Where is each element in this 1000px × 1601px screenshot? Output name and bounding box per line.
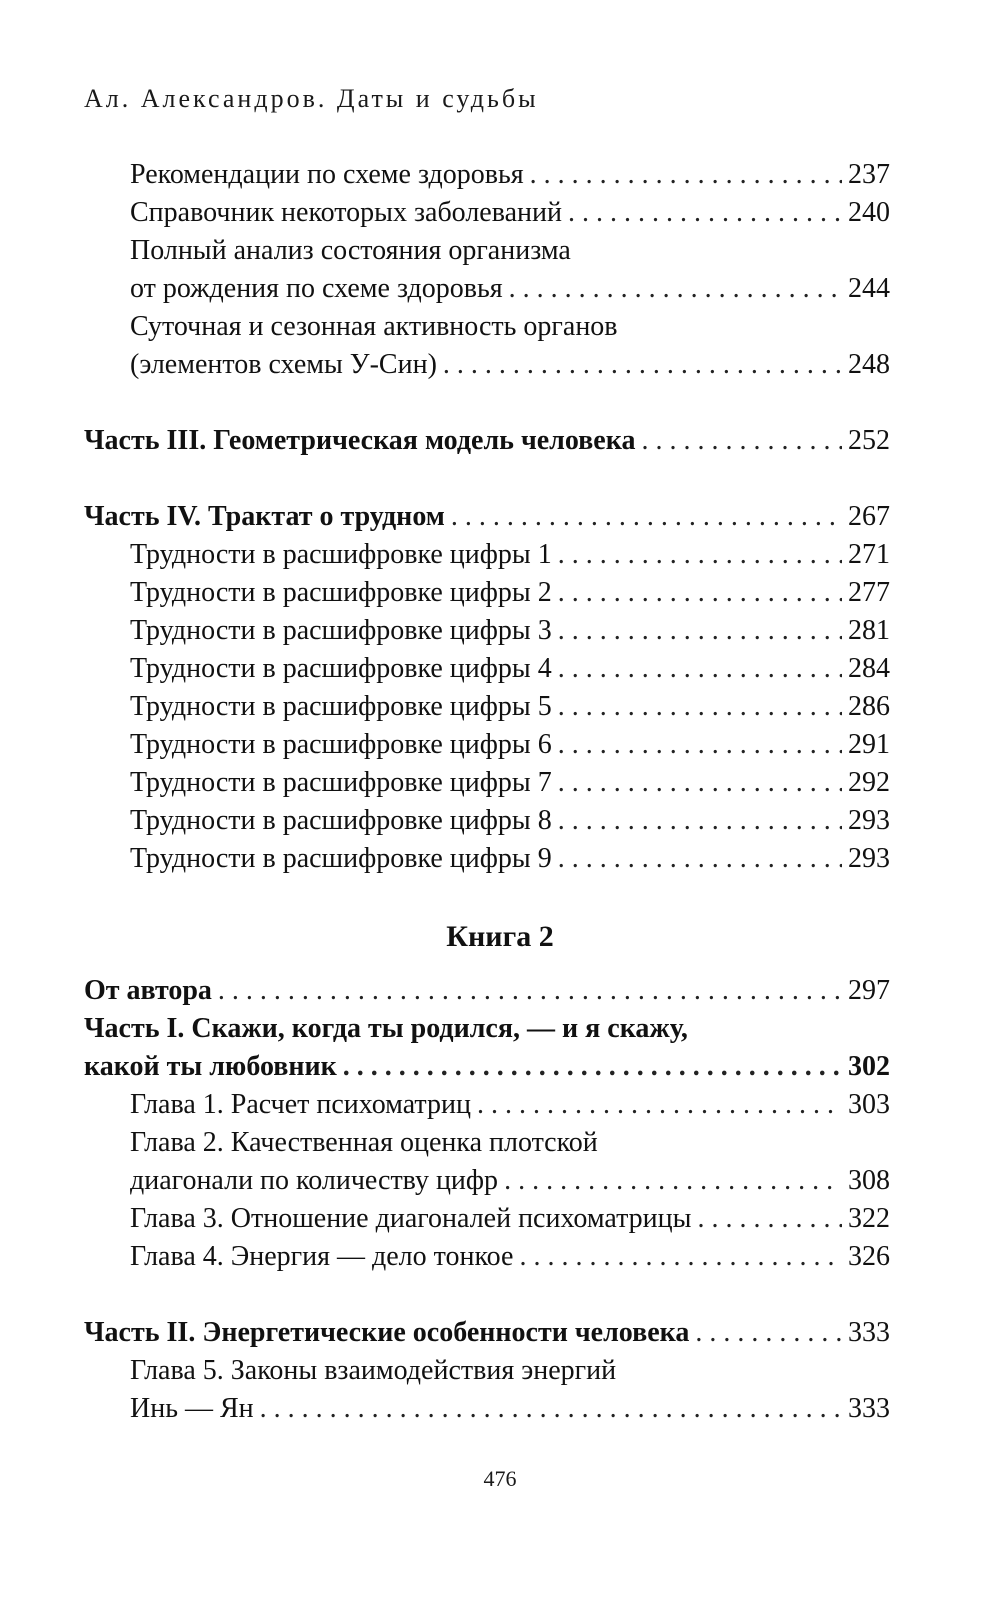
toc-entry-page: 297 — [848, 975, 890, 1006]
toc-entry-page: 284 — [848, 653, 890, 684]
toc-entry-title: Часть III. Геометрическая модель человека — [84, 425, 636, 456]
running-head: Ал. Александров. Даты и судьбы — [84, 84, 539, 113]
toc-entry — [130, 612, 890, 650]
toc-entry-title: Трудности в расшифровке цифры 6 — [130, 729, 552, 760]
leader-dots — [697, 1200, 842, 1238]
leader-dots — [343, 1048, 842, 1086]
toc-entry-page: 293 — [848, 805, 890, 836]
toc-entry — [130, 764, 890, 802]
toc-entry-title: Трудности в расшифровке цифры 5 — [130, 691, 552, 722]
toc-entry-title: Часть II. Энергетические особенности человека — [84, 1317, 690, 1348]
toc-entry-page: 244 — [848, 273, 890, 304]
toc-entry — [130, 574, 890, 612]
toc-entry-line — [130, 308, 890, 346]
toc-entry-line — [130, 1352, 890, 1390]
leader-dots — [218, 972, 842, 1010]
leader-dots — [477, 1086, 842, 1124]
toc-entry-title: Трудности в расшифровке цифры 4 — [130, 653, 552, 684]
toc-entry-title: Часть I. Скажи, когда ты родился, — и я скажу, — [84, 1013, 688, 1044]
leader-dots — [558, 726, 842, 764]
toc-entry-page: 303 — [848, 1089, 890, 1120]
toc-entry-title: Суточная и сезонная активность органов — [130, 311, 618, 342]
toc-entry-page: 267 — [848, 501, 890, 532]
leader-dots — [530, 156, 842, 194]
toc-entry-title: (элементов схемы У-Син) — [130, 349, 437, 380]
toc-entry-page: 240 — [848, 197, 890, 228]
toc-entry-title: Трудности в расшифровке цифры 1 — [130, 539, 552, 570]
toc-entry-page: 237 — [848, 159, 890, 190]
toc-entry-title: От автора — [84, 975, 212, 1006]
toc-entry-page: 322 — [848, 1203, 890, 1234]
toc-entry — [130, 650, 890, 688]
toc-entry-page: 252 — [848, 425, 890, 456]
toc-entry-title: какой ты любовник — [84, 1051, 337, 1082]
leader-dots — [451, 498, 842, 536]
leader-dots — [519, 1238, 842, 1276]
toc-entry-page: 277 — [848, 577, 890, 608]
toc-part-entry — [84, 1314, 890, 1352]
toc-entry — [130, 346, 890, 384]
toc-entry — [130, 688, 890, 726]
toc-entry — [130, 1390, 890, 1428]
toc-entry-line — [130, 1124, 890, 1162]
toc-entry-title: Глава 1. Расчет психоматриц — [130, 1089, 471, 1120]
leader-dots — [558, 536, 842, 574]
leader-dots — [558, 802, 842, 840]
toc-entry — [130, 802, 890, 840]
toc-entry-title: Трудности в расшифровке цифры 9 — [130, 843, 552, 874]
leader-dots — [509, 270, 842, 308]
toc-entry — [130, 1238, 890, 1276]
toc-entry — [130, 1162, 890, 1200]
toc-entry — [130, 1200, 890, 1238]
toc-entry — [130, 194, 890, 232]
toc-entry-title: Инь — Ян — [130, 1393, 254, 1424]
leader-dots — [558, 688, 842, 726]
leader-dots — [558, 764, 842, 802]
toc-entry — [130, 270, 890, 308]
toc-entry-title: Справочник некоторых заболеваний — [130, 197, 562, 228]
toc-entry — [130, 156, 890, 194]
leader-dots — [641, 422, 842, 460]
toc-entry-page: 333 — [848, 1393, 890, 1424]
toc-entry-title: Часть IV. Трактат о трудном — [84, 501, 445, 532]
toc-entry-title: Глава 2. Качественная оценка плотской — [130, 1127, 598, 1158]
toc-entry-title: Трудности в расшифровке цифры 3 — [130, 615, 552, 646]
toc-part-entry — [84, 498, 890, 536]
leader-dots — [695, 1314, 842, 1352]
toc-entry-page: 333 — [848, 1317, 890, 1348]
toc-entry-title: Полный анализ состояния организма — [130, 235, 571, 266]
toc-entry-page: 302 — [848, 1051, 890, 1082]
toc-entry-page: 248 — [848, 349, 890, 380]
toc-entry-title: Рекомендации по схеме здоровья — [130, 159, 524, 190]
toc-entry-line — [130, 232, 890, 270]
toc-entry — [130, 1086, 890, 1124]
leader-dots — [558, 574, 842, 612]
leader-dots — [558, 840, 842, 878]
toc-entry-page: 292 — [848, 767, 890, 798]
toc-entry-title: Трудности в расшифровке цифры 2 — [130, 577, 552, 608]
leader-dots — [568, 194, 842, 232]
toc-part-entry — [84, 422, 890, 460]
toc-entry-page: 308 — [848, 1165, 890, 1196]
toc-entry-title: Трудности в расшифровке цифры 7 — [130, 767, 552, 798]
toc-entry-page: 291 — [848, 729, 890, 760]
toc-part-entry — [84, 972, 890, 1010]
toc-entry-title: от рождения по схеме здоровья — [130, 273, 503, 304]
toc-entry-title: Глава 5. Законы взаимодействия энергий — [130, 1355, 617, 1386]
toc-part-entry — [84, 1048, 890, 1086]
toc-entry-page: 293 — [848, 843, 890, 874]
toc-entry-page: 271 — [848, 539, 890, 570]
leader-dots — [558, 612, 842, 650]
toc-part-entry-line — [84, 1010, 890, 1048]
toc-entry — [130, 840, 890, 878]
toc-entry — [130, 536, 890, 574]
leader-dots — [504, 1162, 842, 1200]
toc-entry-title: диагонали по количеству цифр — [130, 1165, 499, 1196]
toc-entry-page: 326 — [848, 1241, 890, 1272]
toc-entry-title: Трудности в расшифровке цифры 8 — [130, 805, 552, 836]
book-section-heading: Книга 2 — [446, 920, 554, 953]
leader-dots — [443, 346, 842, 384]
page-number: 476 — [483, 1466, 517, 1491]
toc-entry-page: 281 — [848, 615, 890, 646]
toc-entry-title: Глава 4. Энергия — дело тонкое — [130, 1241, 514, 1272]
leader-dots — [260, 1390, 842, 1428]
leader-dots — [558, 650, 842, 688]
toc-entry — [130, 726, 890, 764]
toc-entry-title: Глава 3. Отношение диагоналей психоматрицы — [130, 1203, 692, 1234]
toc-entry-page: 286 — [848, 691, 890, 722]
